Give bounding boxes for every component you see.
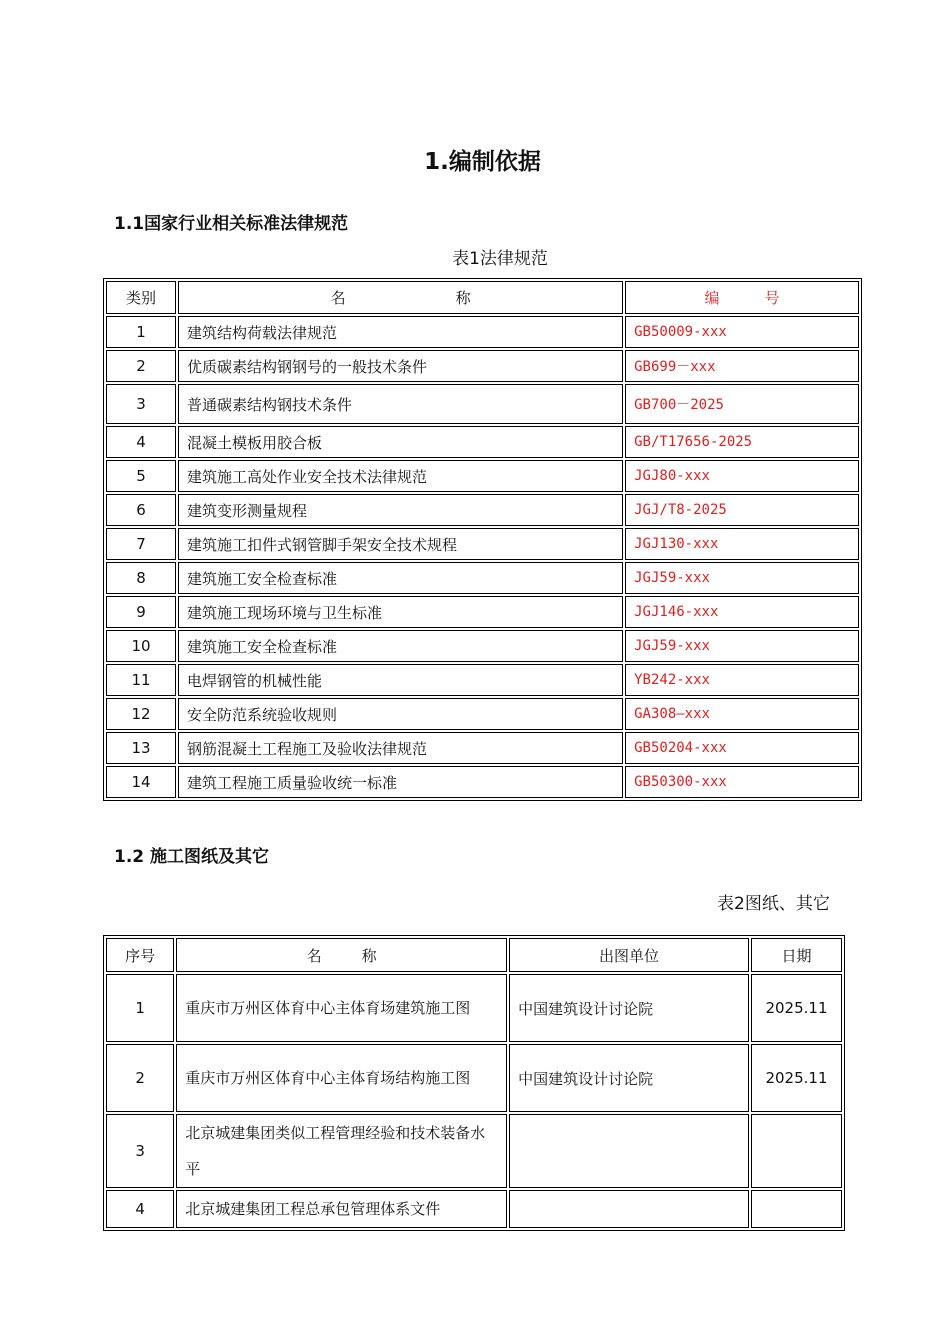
row-number: 4 bbox=[106, 426, 176, 458]
issue-date bbox=[751, 1114, 842, 1188]
table-row bbox=[106, 384, 859, 424]
table-row bbox=[106, 664, 859, 696]
header-name bbox=[176, 938, 507, 972]
table-row bbox=[106, 630, 859, 662]
row-number: 2 bbox=[106, 1044, 174, 1112]
standard-name: 电焊钢管的机械性能 bbox=[178, 664, 623, 696]
table-row bbox=[106, 732, 859, 764]
issuing-unit: 中国建筑设计讨论院 bbox=[509, 1044, 749, 1112]
standard-code: GB699－xxx bbox=[625, 350, 859, 382]
section-heading-drawings: 1.2 施工图纸及其它 bbox=[114, 847, 270, 867]
standard-name: 混凝土模板用胶合板 bbox=[178, 426, 623, 458]
row-number: 12 bbox=[106, 698, 176, 730]
row-number: 1 bbox=[106, 316, 176, 348]
row-number: 4 bbox=[106, 1190, 174, 1228]
table-row bbox=[106, 1044, 842, 1112]
table2-caption: 表2图纸、其它 bbox=[717, 894, 830, 914]
standard-code: GB50204-xxx bbox=[625, 732, 859, 764]
document-name: 重庆市万州区体育中心主体育场结构施工图 bbox=[176, 1044, 507, 1112]
standard-code: GB700－2025 bbox=[625, 384, 859, 424]
issuing-unit bbox=[509, 1114, 749, 1188]
standard-name: 建筑结构荷载法律规范 bbox=[178, 316, 623, 348]
table-row bbox=[106, 316, 859, 348]
header-code-char-2: 号 bbox=[764, 289, 780, 307]
row-number: 2 bbox=[106, 350, 176, 382]
row-number: 7 bbox=[106, 528, 176, 560]
row-number: 14 bbox=[106, 766, 176, 798]
issuing-unit bbox=[509, 1190, 749, 1228]
standard-name: 建筑施工高处作业安全技术法律规范 bbox=[178, 460, 623, 492]
header-num: 序号 bbox=[106, 938, 174, 972]
standard-name: 普通碳素结构钢技术条件 bbox=[178, 384, 623, 424]
header-date: 日期 bbox=[751, 938, 842, 972]
table-row bbox=[106, 1114, 842, 1188]
row-number: 8 bbox=[106, 562, 176, 594]
table-row bbox=[106, 1190, 842, 1228]
table-header-row bbox=[106, 281, 859, 314]
row-number: 5 bbox=[106, 460, 176, 492]
document-name: 北京城建集团类似工程管理经验和技术装备水平 bbox=[176, 1114, 507, 1188]
document-name: 北京城建集团工程总承包管理体系文件 bbox=[176, 1190, 507, 1228]
standard-code: GB50300-xxx bbox=[625, 766, 859, 798]
page-title: 1.编制依据 bbox=[424, 149, 541, 175]
row-number: 1 bbox=[106, 974, 174, 1042]
row-number: 3 bbox=[106, 1114, 174, 1188]
standard-code: JGJ59-xxx bbox=[625, 630, 859, 662]
standard-code: JGJ/T8-2025 bbox=[625, 494, 859, 526]
standard-name: 优质碳素结构钢钢号的一般技术条件 bbox=[178, 350, 623, 382]
standard-name: 建筑工程施工质量验收统一标准 bbox=[178, 766, 623, 798]
row-number: 3 bbox=[106, 384, 176, 424]
table-row bbox=[106, 698, 859, 730]
standard-code: JGJ146-xxx bbox=[625, 596, 859, 628]
table-row bbox=[106, 460, 859, 492]
table-row bbox=[106, 350, 859, 382]
header-name-char-1: 名 bbox=[330, 289, 346, 307]
issue-date bbox=[751, 1190, 842, 1228]
table-row bbox=[106, 562, 859, 594]
standard-code: GA308—xxx bbox=[625, 698, 859, 730]
header-name-char-2: 称 bbox=[361, 946, 377, 965]
standard-code: GB/T17656-2025 bbox=[625, 426, 859, 458]
standards-table bbox=[103, 278, 862, 801]
standard-name: 安全防范系统验收规则 bbox=[178, 698, 623, 730]
table-row bbox=[106, 974, 842, 1042]
table-row bbox=[106, 426, 859, 458]
header-code bbox=[625, 281, 859, 314]
issue-date: 2025.11 bbox=[751, 1044, 842, 1112]
row-number: 6 bbox=[106, 494, 176, 526]
row-number: 13 bbox=[106, 732, 176, 764]
row-number: 11 bbox=[106, 664, 176, 696]
issuing-unit: 中国建筑设计讨论院 bbox=[509, 974, 749, 1042]
drawings-table bbox=[103, 935, 845, 1231]
standard-code: YB242-xxx bbox=[625, 664, 859, 696]
table1-caption: 表1法律规范 bbox=[452, 249, 548, 269]
standard-name: 建筑施工现场环境与卫生标准 bbox=[178, 596, 623, 628]
header-code-char-1: 编 bbox=[704, 289, 720, 307]
table-row bbox=[106, 528, 859, 560]
document-name: 重庆市万州区体育中心主体育场建筑施工图 bbox=[176, 974, 507, 1042]
table-row bbox=[106, 766, 859, 798]
standard-code: JGJ130-xxx bbox=[625, 528, 859, 560]
header-unit: 出图单位 bbox=[509, 938, 749, 972]
header-name-char-1: 名 bbox=[306, 946, 322, 965]
standard-name: 建筑施工安全检查标准 bbox=[178, 562, 623, 594]
header-name-char-2: 称 bbox=[455, 289, 471, 307]
section-heading-standards: 1.1国家行业相关标准法律规范 bbox=[114, 214, 349, 234]
standard-name: 建筑施工扣件式钢管脚手架安全技术规程 bbox=[178, 528, 623, 560]
row-number: 9 bbox=[106, 596, 176, 628]
header-category: 类别 bbox=[106, 281, 176, 314]
issue-date: 2025.11 bbox=[751, 974, 842, 1042]
table-row bbox=[106, 596, 859, 628]
standard-code: JGJ80-xxx bbox=[625, 460, 859, 492]
standard-name: 建筑变形测量规程 bbox=[178, 494, 623, 526]
standard-name: 钢筋混凝土工程施工及验收法律规范 bbox=[178, 732, 623, 764]
header-name bbox=[178, 281, 623, 314]
standard-name: 建筑施工安全检查标准 bbox=[178, 630, 623, 662]
standard-code: GB50009-xxx bbox=[625, 316, 859, 348]
standard-code: JGJ59-xxx bbox=[625, 562, 859, 594]
row-number: 10 bbox=[106, 630, 176, 662]
table-header-row bbox=[106, 938, 842, 972]
table-row bbox=[106, 494, 859, 526]
